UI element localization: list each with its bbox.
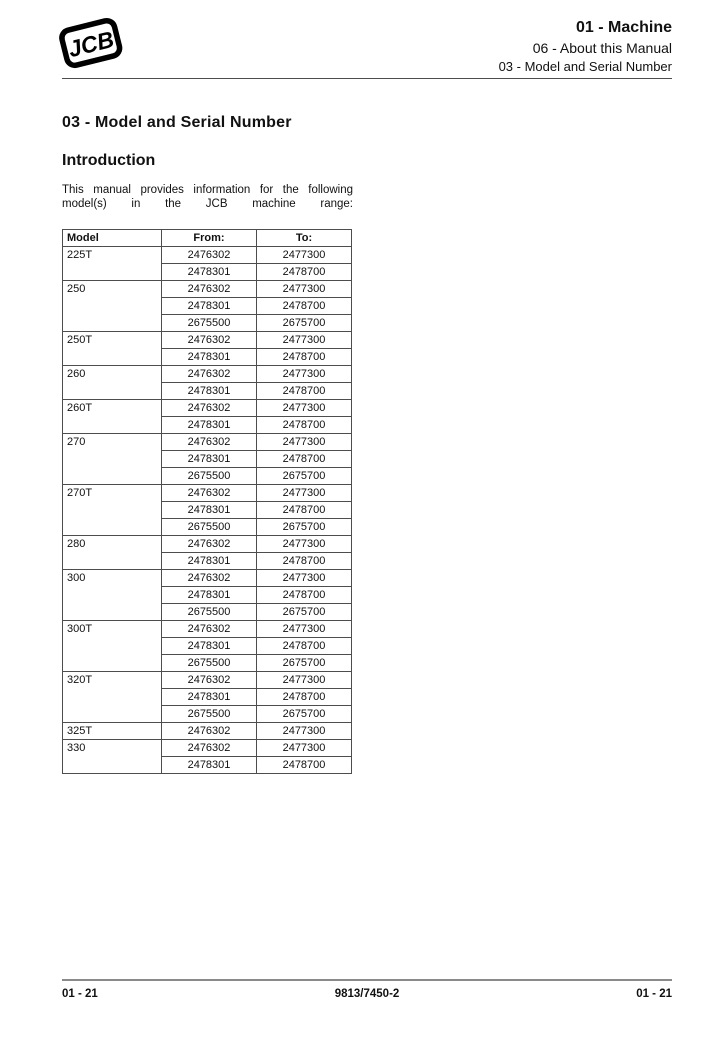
serial-from-cell: 2478301 [162, 349, 257, 366]
serial-to-cell: 2675700 [257, 519, 352, 536]
table-row [63, 536, 352, 553]
page-header [62, 0, 672, 79]
model-cell: 320T [63, 672, 162, 723]
serial-from-cell: 2476302 [162, 281, 257, 298]
serial-from-cell: 2478301 [162, 757, 257, 774]
serial-from-cell: 2478301 [162, 689, 257, 706]
table-row [63, 672, 352, 689]
table-row [63, 400, 352, 417]
serial-to-cell: 2477300 [257, 672, 352, 689]
table-row [63, 621, 352, 638]
page-title: 03 - Model and Serial Number [62, 114, 292, 131]
serial-to-cell: 2478700 [257, 502, 352, 519]
serial-from-cell: 2476302 [162, 570, 257, 587]
serial-to-cell: 2478700 [257, 638, 352, 655]
serial-to-cell: 2478700 [257, 417, 352, 434]
serial-to-cell: 2478700 [257, 553, 352, 570]
serial-from-cell: 2476302 [162, 621, 257, 638]
jcb-logo-icon [52, 12, 130, 76]
serial-from-cell: 2476302 [162, 485, 257, 502]
model-serial-table [62, 229, 352, 774]
serial-to-cell: 2478700 [257, 298, 352, 315]
model-cell: 330 [63, 740, 162, 774]
column-header-to: To: [257, 230, 352, 247]
serial-from-cell: 2675500 [162, 706, 257, 723]
intro-paragraph: This manual provides information for the following model(s) in the JCB machine range: [62, 184, 353, 210]
serial-to-cell: 2478700 [257, 264, 352, 281]
table-row [63, 281, 352, 298]
serial-from-cell: 2478301 [162, 451, 257, 468]
serial-from-cell: 2476302 [162, 247, 257, 264]
serial-to-cell: 2477300 [257, 281, 352, 298]
serial-to-cell: 2478700 [257, 383, 352, 400]
footer-doc-number: 9813/7450-2 [334, 988, 400, 1000]
serial-to-cell: 2477300 [257, 400, 352, 417]
serial-from-cell: 2476302 [162, 434, 257, 451]
serial-to-cell: 2675700 [257, 655, 352, 672]
serial-from-cell: 2675500 [162, 315, 257, 332]
table-row [63, 366, 352, 383]
jcb-logo [52, 12, 130, 81]
table-header-row [63, 230, 352, 247]
serial-from-cell: 2476302 [162, 366, 257, 383]
table-row [63, 332, 352, 349]
model-cell: 260 [63, 366, 162, 400]
serial-from-cell: 2675500 [162, 655, 257, 672]
serial-from-cell: 2478301 [162, 587, 257, 604]
serial-from-cell: 2675500 [162, 604, 257, 621]
serial-to-cell: 2477300 [257, 621, 352, 638]
header-ref-chapter: 01 - Machine [575, 19, 672, 36]
table-row [63, 485, 352, 502]
model-cell: 325T [63, 723, 162, 740]
table-row [63, 570, 352, 587]
serial-from-cell: 2675500 [162, 468, 257, 485]
jcb-logo-text: JCB [65, 25, 117, 63]
footer-page-number-right: 01 - 21 [636, 988, 672, 1000]
serial-table-body [63, 247, 352, 774]
serial-to-cell: 2675700 [257, 468, 352, 485]
serial-to-cell: 2675700 [257, 315, 352, 332]
model-cell: 250 [63, 281, 162, 332]
serial-from-cell: 2478301 [162, 638, 257, 655]
serial-from-cell: 2476302 [162, 400, 257, 417]
model-cell: 260T [63, 400, 162, 434]
table-row [63, 434, 352, 451]
serial-from-cell: 2476302 [162, 672, 257, 689]
column-header-model: Model [63, 230, 162, 247]
serial-to-cell: 2477300 [257, 570, 352, 587]
serial-from-cell: 2478301 [162, 553, 257, 570]
model-cell: 250T [63, 332, 162, 366]
serial-from-cell: 2476302 [162, 723, 257, 740]
serial-from-cell: 2675500 [162, 519, 257, 536]
serial-to-cell: 2477300 [257, 366, 352, 383]
serial-from-cell: 2478301 [162, 298, 257, 315]
section-heading: Introduction [62, 152, 156, 169]
serial-from-cell: 2476302 [162, 536, 257, 553]
model-cell: 300 [63, 570, 162, 621]
serial-to-cell: 2478700 [257, 349, 352, 366]
model-cell: 270T [63, 485, 162, 536]
header-ref-section: 06 - About this Manual [532, 40, 672, 56]
model-cell: 280 [63, 536, 162, 570]
serial-to-cell: 2477300 [257, 332, 352, 349]
serial-to-cell: 2477300 [257, 740, 352, 757]
header-breadcrumb [499, 18, 672, 75]
header-ref-subsection: 03 - Model and Serial Number [498, 58, 672, 74]
serial-to-cell: 2478700 [257, 451, 352, 468]
serial-to-cell: 2477300 [257, 247, 352, 264]
serial-to-cell: 2477300 [257, 723, 352, 740]
model-cell: 300T [63, 621, 162, 672]
serial-to-cell: 2478700 [257, 689, 352, 706]
serial-from-cell: 2478301 [162, 502, 257, 519]
model-cell: 225T [63, 247, 162, 281]
serial-from-cell: 2478301 [162, 417, 257, 434]
table-row [63, 247, 352, 264]
serial-to-cell: 2477300 [257, 434, 352, 451]
footer-divider [62, 979, 672, 981]
serial-to-cell: 2478700 [257, 757, 352, 774]
model-cell: 270 [63, 434, 162, 485]
serial-from-cell: 2478301 [162, 264, 257, 281]
serial-to-cell: 2675700 [257, 706, 352, 723]
serial-to-cell: 2675700 [257, 604, 352, 621]
serial-from-cell: 2478301 [162, 383, 257, 400]
serial-to-cell: 2478700 [257, 587, 352, 604]
page-content [62, 78, 672, 774]
serial-to-cell: 2477300 [257, 536, 352, 553]
footer-page-number-left: 01 - 21 [62, 988, 98, 1000]
serial-to-cell: 2477300 [257, 485, 352, 502]
table-row [63, 723, 352, 740]
serial-from-cell: 2476302 [162, 332, 257, 349]
serial-from-cell: 2476302 [162, 740, 257, 757]
column-header-from: From: [162, 230, 257, 247]
table-row [63, 740, 352, 757]
